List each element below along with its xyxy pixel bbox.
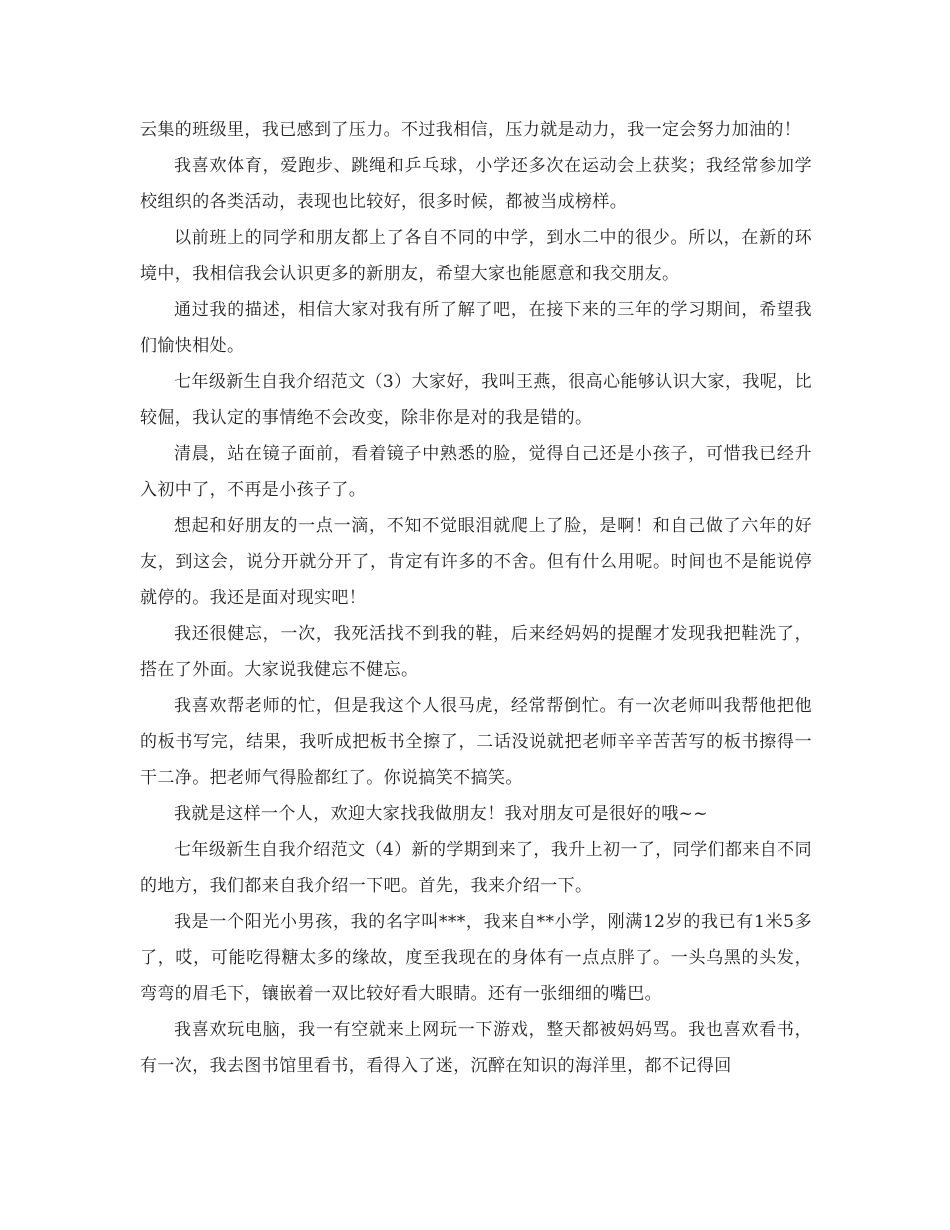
paragraph: 清晨，站在镜子面前，看着镜子中熟悉的脸，觉得自己还是小孩子，可惜我已经升入初中了，不再是小孩子了。 [140,444,812,500]
paragraph: 我还很健忘，一次，我死活找不到我的鞋，后来经妈妈的提醒才发现我把鞋洗了，搭在了外面。大家说我健忘不健忘。 [140,624,812,680]
paragraph: 我就是这样一个人，欢迎大家找我做朋友！我对朋友可是很好的哦~~ [174,804,708,824]
paragraph: 我喜欢帮老师的忙，但是我这个人很马虎，经常帮倒忙。有一次老师叫我帮他把他的板书写完，结果，我听成把板书全擦了，二话没说就把老师辛辛苦苦写的板书擦得一干二净。把老师气得脸都红了。你说搞笑不搞笑。 [140,696,812,788]
paragraph: 以前班上的同学和朋友都上了各自不同的中学，到水二中的很少。所以，在新的环境中，我相信我会认识更多的新朋友，希望大家也能愿意和我交朋友。 [140,228,812,284]
paragraph: 七年级新生自我介绍范文（4）新的学期到来了，我升上初一了，同学们都来自不同的地方，我们都来自我介绍一下吧。首先，我来介绍一下。 [140,840,812,896]
paragraph: 我喜欢体育，爱跑步、跳绳和乒乓球，小学还多次在运动会上获奖；我经常参加学校组织的各类活动，表现也比较好，很多时候，都被当成榜样。 [140,156,812,212]
document-body [140,112,812,1084]
paragraph: 我喜欢玩电脑，我一有空就来上网玩一下游戏，整天都被妈妈骂。我也喜欢看书，有一次，我去图书馆里看书，看得入了迷，沉醉在知识的海洋里，都不记得回 [140,1020,812,1076]
paragraph: 七年级新生自我介绍范文（3）大家好，我叫王燕，很高心能够认识大家，我呢，比较倔，我认定的事情绝不会改变，除非你是对的我是错的。 [140,372,812,428]
paragraph: 通过我的描述，相信大家对我有所了解了吧，在接下来的三年的学习期间，希望我们愉快相处。 [140,300,812,356]
paragraph: 想起和好朋友的一点一滴，不知不觉眼泪就爬上了脸，是啊！和自己做了六年的好友，到这会，说分开就分开了，肯定有许多的不舍。但有什么用呢。时间也不是能说停就停的。我还是面对现实吧！ [140,516,812,608]
paragraph: 我是一个阳光小男孩，我的名字叫***，我来自**小学，刚满12岁的我已有1米5多了，哎，可能吃得糖太多的缘故，度至我现在的身体有一点点胖了。一头乌黑的头发，弯弯的眉毛下，镶嵌着一双比较好看大眼睛。还有一张细细的嘴巴。 [140,912,812,1004]
paragraph-continuation: 云集的班级里，我已感到了压力。不过我相信，压力就是动力，我一定会努力加油的！ [140,120,802,140]
